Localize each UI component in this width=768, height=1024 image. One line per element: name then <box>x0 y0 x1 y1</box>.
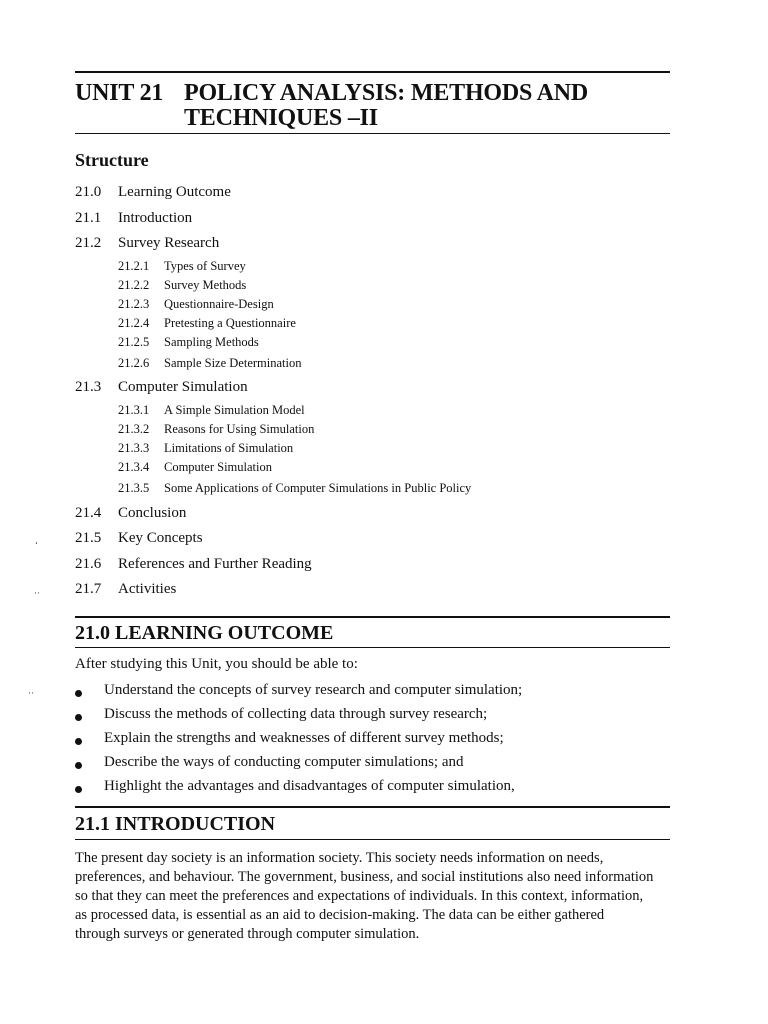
toc-item-key-concepts: Key Concepts <box>118 530 203 546</box>
toc-subitem: Computer Simulation <box>164 460 272 474</box>
scan-speck: ‘ <box>35 540 38 550</box>
paragraph-line: through surveys or generated through computer simulation. <box>75 926 420 942</box>
scan-speck: ·· <box>34 588 40 598</box>
learning-outcome-intro: After studying this Unit, you should be able to: <box>75 656 358 672</box>
unit-title-line-2: TECHNIQUES –II <box>184 105 378 131</box>
toc-number: 21.5 <box>75 530 102 546</box>
toc-subitem: Survey Methods <box>164 278 247 292</box>
toc-subitem: Types of Survey <box>164 259 246 273</box>
toc-item-references: References and Further Reading <box>118 556 312 572</box>
toc-number: 21.7 <box>75 581 102 597</box>
outcome-bullet: Explain the strengths and weaknesses of different survey methods; <box>104 730 504 746</box>
section-top-rule <box>75 806 670 808</box>
bullet-icon <box>75 690 82 697</box>
title-top-rule <box>75 71 670 73</box>
toc-subnumber: 21.2.4 <box>118 316 150 330</box>
toc-subnumber: 21.3.4 <box>118 460 150 474</box>
bullet-icon <box>75 762 82 769</box>
toc-number: 21.6 <box>75 556 102 572</box>
toc-subitem: Sample Size Determination <box>164 356 302 370</box>
section-top-rule <box>75 616 670 618</box>
toc-subnumber: 21.2.5 <box>118 335 150 349</box>
toc-subnumber: 21.3.1 <box>118 403 150 417</box>
toc-item-conclusion: Conclusion <box>118 505 187 521</box>
toc-number: 21.0 <box>75 184 102 200</box>
scan-speck: ·· <box>28 688 34 698</box>
toc-number: 21.2 <box>75 235 102 251</box>
outcome-bullet: Highlight the advantages and disadvantages of computer simulation, <box>104 778 515 794</box>
paragraph-line: so that they can meet the preferences and expectations of individuals. In this context, information, <box>75 888 644 904</box>
toc-subnumber: 21.3.3 <box>118 441 150 455</box>
toc-number: 21.3 <box>75 379 102 395</box>
toc-item-activities: Activities <box>118 581 177 597</box>
toc-subnumber: 21.3.2 <box>118 422 150 436</box>
toc-subnumber: 21.2.3 <box>118 297 150 311</box>
toc-number: 21.4 <box>75 505 102 521</box>
toc-subnumber: 21.2.6 <box>118 356 150 370</box>
outcome-bullet: Discuss the methods of collecting data through survey research; <box>104 706 488 722</box>
toc-item-survey-research: Survey Research <box>118 235 220 251</box>
toc-subitem: Some Applications of Computer Simulations in Public Policy <box>164 481 472 495</box>
toc-item-learning-outcome: Learning Outcome <box>118 184 231 200</box>
toc-subnumber: 21.3.5 <box>118 481 150 495</box>
bullet-icon <box>75 786 82 793</box>
unit-number: UNIT 21 <box>75 80 164 106</box>
learning-outcome-heading: 21.0 LEARNING OUTCOME <box>75 622 334 644</box>
section-bottom-rule <box>75 839 670 840</box>
section-bottom-rule <box>75 647 670 648</box>
toc-item-introduction: Introduction <box>118 210 193 226</box>
introduction-heading: 21.1 INTRODUCTION <box>75 813 276 835</box>
paragraph-line: preferences, and behaviour. The government, business, and social institutions also need information <box>75 869 654 885</box>
bullet-icon <box>75 738 82 745</box>
toc-subnumber: 21.2.1 <box>118 259 150 273</box>
toc-subitem: Sampling Methods <box>164 335 259 349</box>
introduction-paragraph <box>75 849 670 944</box>
toc-subitem: A Simple Simulation Model <box>164 403 305 417</box>
unit-title-line-1: POLICY ANALYSIS: METHODS AND <box>184 80 589 106</box>
structure-heading: Structure <box>75 150 149 170</box>
outcome-bullet: Understand the concepts of survey research and computer simulation; <box>104 682 523 698</box>
title-bottom-rule <box>75 133 670 134</box>
outcome-bullet: Describe the ways of conducting computer simulations; and <box>104 754 464 770</box>
toc-number: 21.1 <box>75 210 102 226</box>
toc-item-computer-simulation: Computer Simulation <box>118 379 248 395</box>
toc-subitem: Pretesting a Questionnaire <box>164 316 296 330</box>
toc-subitem: Reasons for Using Simulation <box>164 422 315 436</box>
paragraph-line: as processed data, is essential as an aid to decision-making. The data can be either gathered <box>75 907 605 923</box>
toc-subitem: Questionnaire-Design <box>164 297 274 311</box>
toc-subnumber: 21.2.2 <box>118 278 150 292</box>
toc-subitem: Limitations of Simulation <box>164 441 294 455</box>
paragraph-line: The present day society is an information society. This society needs information on needs, <box>75 850 604 866</box>
bullet-icon <box>75 714 82 721</box>
